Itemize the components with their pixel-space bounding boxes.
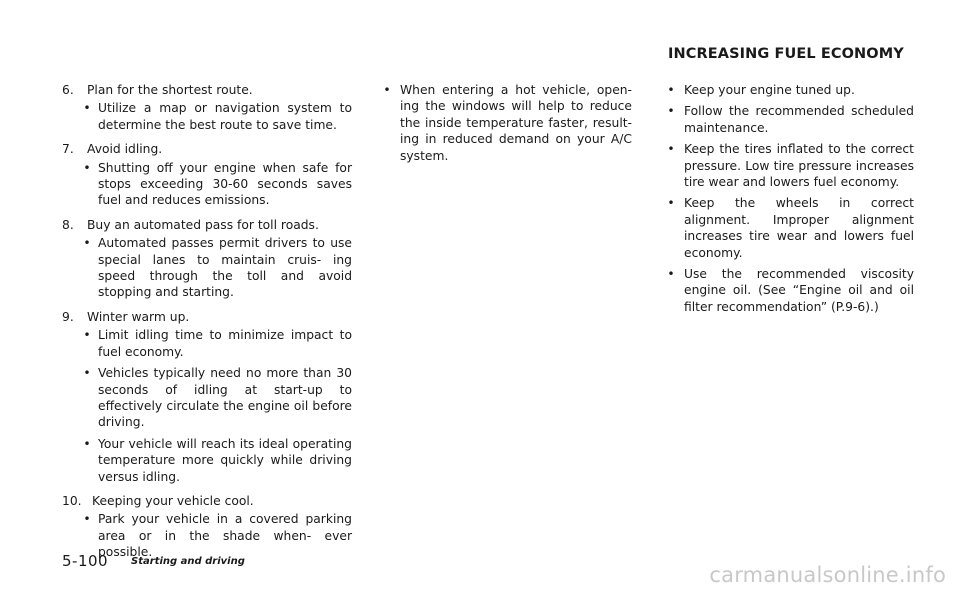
item-number: 8. bbox=[62, 217, 74, 232]
fuel-economy-list bbox=[664, 82, 914, 320]
sub-bullet: • Automated passes permit drivers to use special lanes to maintain cruis- ing speed through the toll and avoid stopping and starting. bbox=[80, 235, 352, 301]
item-text: Plan for the shortest route. bbox=[87, 83, 253, 97]
bullet-icon: • bbox=[667, 104, 675, 119]
bullet-item: • Keep the wheels in correct alignment. Improper alignment increases tire wear and lowers fuel economy. bbox=[664, 195, 914, 261]
bullet-icon: • bbox=[83, 436, 91, 451]
bullet-icon: • bbox=[667, 142, 675, 157]
continued-tips-column bbox=[380, 82, 632, 169]
sub-bullet: • Park your vehicle in a covered parking area or in the shade when- ever possible. bbox=[80, 511, 352, 560]
bullet-icon: • bbox=[83, 101, 91, 116]
sub-bullet: • Shutting off your engine when safe for stops exceeding 30-60 seconds saves fuel and reduces emissions. bbox=[80, 160, 352, 209]
bullet-icon: • bbox=[83, 328, 91, 343]
bullet-icon: • bbox=[667, 83, 675, 97]
page-number: 5-100 bbox=[62, 552, 109, 570]
watermark: carmanualsonline.info bbox=[709, 563, 946, 587]
bullet-item: • Follow the recommended scheduled maintenance. bbox=[664, 103, 914, 136]
sub-bullet: • Limit idling time to minimize impact to fuel economy. bbox=[80, 327, 352, 360]
item-text: Buy an automated pass for toll roads. bbox=[87, 217, 319, 232]
bullet-icon: • bbox=[83, 366, 91, 381]
bullet-item: • Keep the tires inflated to the correct pressure. Low tire pressure increases tire wear and lowers fuel economy. bbox=[664, 141, 914, 190]
bullet-item: • Use the recommended viscosity engine oil. (See “Engine oil and oil filter recommendation” (P.9-6).) bbox=[664, 266, 914, 315]
tip-item-10 bbox=[62, 493, 352, 561]
item-number: 9. bbox=[62, 309, 74, 324]
bullet-item: • When entering a hot vehicle, open- ing the windows will help to reduce the inside temperature faster, result- ing in reduced demand on your A/C system. bbox=[380, 82, 632, 164]
bullet-icon: • bbox=[83, 160, 91, 175]
bullet-icon: • bbox=[83, 236, 91, 251]
bullet-icon: • bbox=[667, 196, 675, 211]
chapter-title: Starting and driving bbox=[131, 556, 245, 567]
bullet-item: • Keep your engine tuned up. bbox=[664, 82, 914, 98]
sub-bullet: • Utilize a map or navigation system to determine the best route to save time. bbox=[80, 100, 352, 133]
section-heading: INCREASING FUEL ECONOMY bbox=[668, 46, 904, 62]
item-text: Winter warm up. bbox=[87, 309, 190, 324]
item-text: Avoid idling. bbox=[87, 142, 163, 157]
sub-bullet: • Vehicles typically need no more than 30 seconds of idling at start-up to effectively circulate the engine oil before driving. bbox=[80, 365, 352, 431]
item-number: 7. bbox=[62, 142, 74, 157]
item-number: 6. bbox=[62, 83, 74, 97]
tip-item-9 bbox=[62, 309, 352, 485]
item-text: Keeping your vehicle cool. bbox=[92, 493, 254, 508]
tip-item-7 bbox=[62, 141, 352, 209]
numbered-tips-column bbox=[62, 82, 352, 569]
item-number: 10. bbox=[62, 493, 82, 508]
sub-bullet: • Your vehicle will reach its ideal operating temperature more quickly while driving versus idling. bbox=[80, 436, 352, 485]
bullet-icon: • bbox=[83, 512, 91, 527]
tip-item-6 bbox=[62, 82, 352, 133]
bullet-icon: • bbox=[667, 267, 675, 282]
bullet-icon: • bbox=[383, 83, 391, 97]
tip-item-8 bbox=[62, 217, 352, 301]
